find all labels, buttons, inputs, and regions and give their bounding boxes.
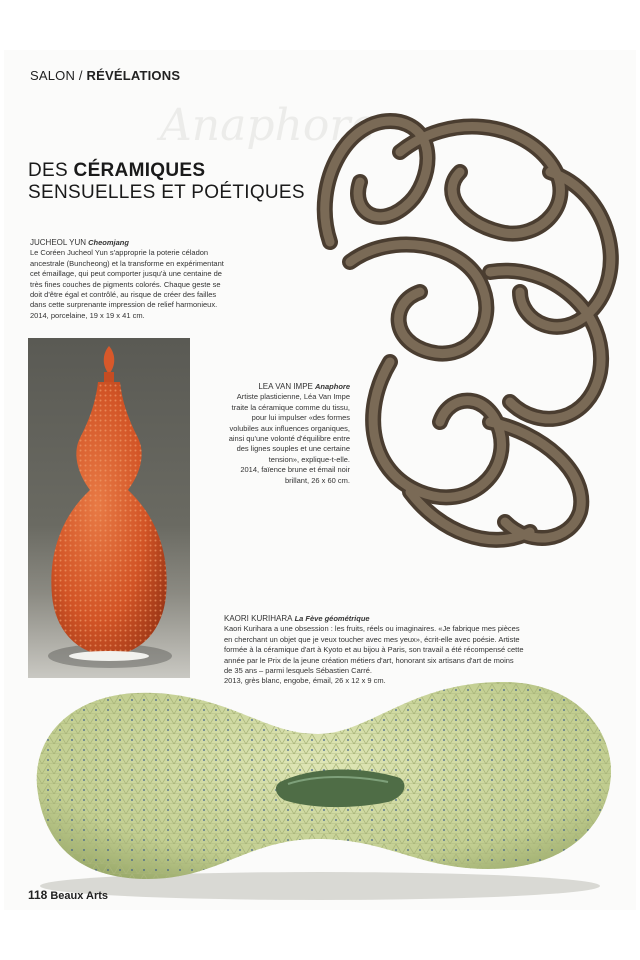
photo-cheomjang-vase xyxy=(28,338,190,678)
section-separator: / xyxy=(75,68,87,83)
work-title: Anaphore xyxy=(314,382,350,391)
page-title xyxy=(28,160,305,204)
vase-illustration xyxy=(28,338,190,678)
caption-text: Le Coréen Jucheol Yun s'approprie la poterie céladon ancestrale (Buncheong) et la transforme en expérimentant cet émaillage, qui peut comporter jusqu'à une centaine de très fines couches de pigments colorés. Chaque geste se doit d'être égal et contrôlé, au risque de créer des failles dans cette surprenante impression de relief harmonieux. xyxy=(30,248,224,310)
title-line-2: SENSUELLES ET POÉTIQUES xyxy=(28,182,305,203)
caption-text: Artiste plasticienne, Léa Van Impe traite la céramique comme du tissu, pour lui impulser «des formes volubiles aux influences organiques, ainsi qu'une volonté d'équilibre entre des lignes souples et une certaine tension», explique-t-elle. xyxy=(228,392,350,464)
caption-text: Kaori Kurihara a une obsession : les fruits, réels ou imaginaires. «Je fabrique mes pièces en cherchant un objet que je veux toucher avec mes yeux», écrit-elle avec poésie. Artiste formée à la céramique d'art à Kyoto et au bijou à Paris, son travail a été récompensé cette année par le Prix de la jeune création métiers d'art, honorant six artisans d'art de moins de 35 ans – parmi lesquels Sébastien Carré. xyxy=(224,624,524,676)
page-footer xyxy=(28,888,108,902)
work-details: 2013, grès blanc, engobe, émail, 26 x 12 x 9 cm. xyxy=(224,676,386,686)
title-prefix: DES xyxy=(28,160,74,181)
work-title: Cheomjang xyxy=(88,238,129,247)
caption-jucheol-yun xyxy=(30,238,230,321)
photo-la-feve-geometrique xyxy=(18,664,622,904)
magazine-name: Beaux Arts xyxy=(50,890,109,902)
work-details: 2014, porcelaine, 19 x 19 x 41 cm. xyxy=(30,310,145,320)
artist-name: JUCHEOL YUN xyxy=(30,238,87,247)
subsection-name: RÉVÉLATIONS xyxy=(86,68,181,83)
section-name: SALON xyxy=(30,68,76,83)
photo-anaphore-sculpture xyxy=(290,92,636,562)
background-watermark: Anaphore xyxy=(160,100,377,151)
section-label xyxy=(30,68,180,83)
page-number: 118 xyxy=(28,888,48,902)
title-line-1 xyxy=(28,160,305,182)
artist-name: LEA VAN IMPE xyxy=(258,382,313,391)
work-title: La Fève géométrique xyxy=(294,614,370,623)
work-details: 2014, faïence brune et émail noir brillant, 26 x 60 cm. xyxy=(240,465,350,485)
title-keyword: CÉRAMIQUES xyxy=(73,160,206,181)
artist-name: KAORI KURIHARA xyxy=(224,614,293,623)
caption-lea-van-impe xyxy=(224,382,350,486)
